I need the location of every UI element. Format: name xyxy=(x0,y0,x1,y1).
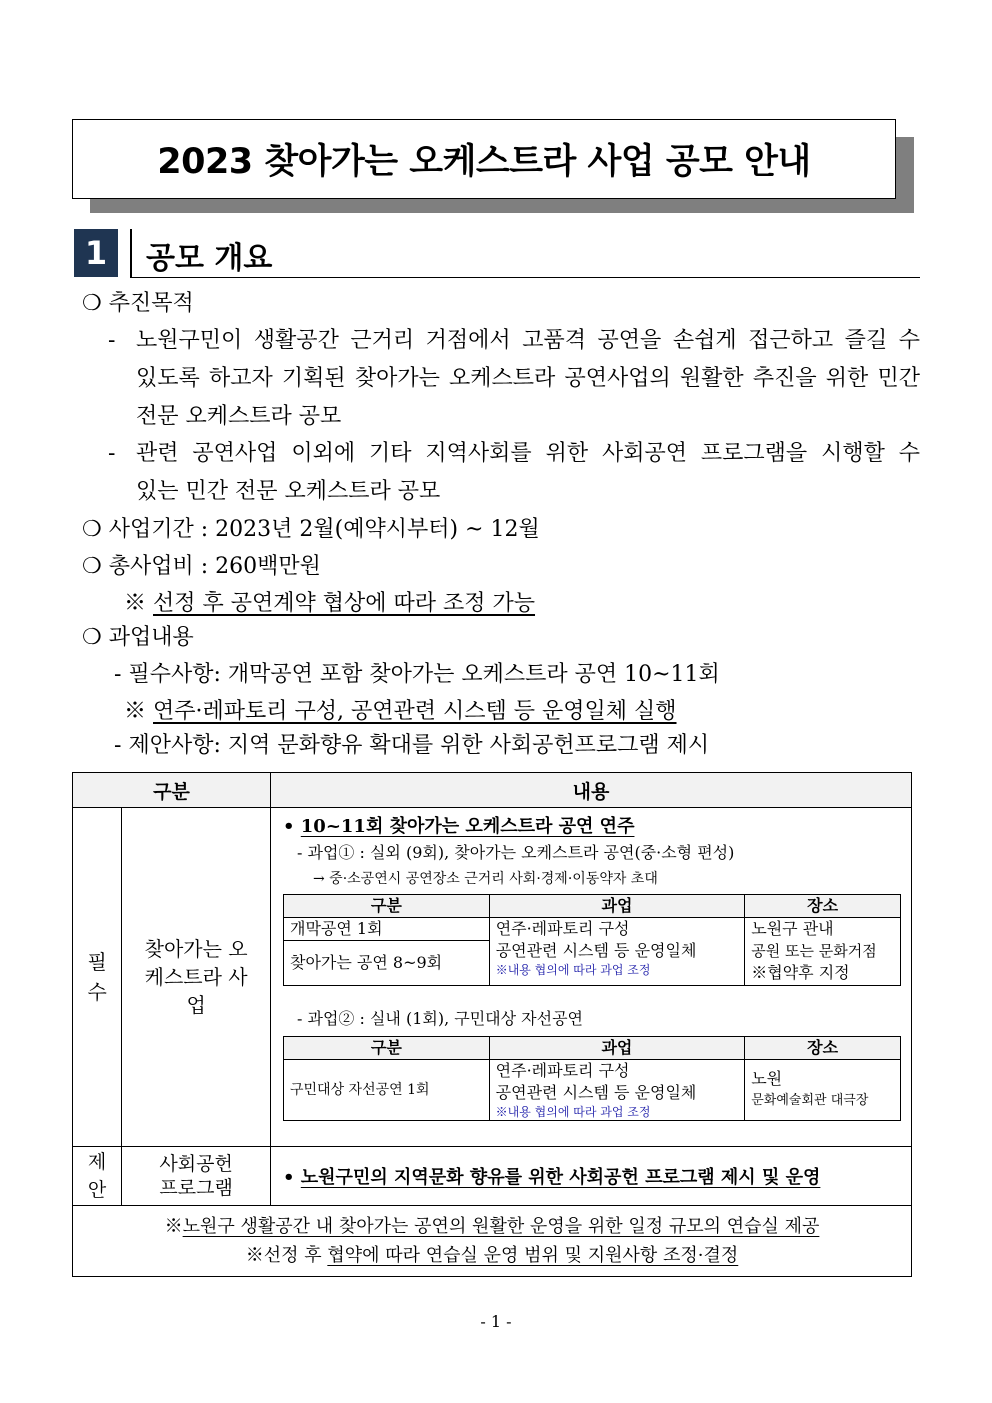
purpose-item1-line1: 노원구민이 생활공간 근거리 거점에서 고품격 공연을 손쉽게 접근하고 즐길 수 xyxy=(136,328,920,353)
tasks-required: - 필수사항: 개막공연 포함 찾아가는 오케스트라 공연 10~11회 xyxy=(114,662,720,687)
purpose-item1-line3: 전문 오케스트라 공모 xyxy=(136,404,342,429)
task2-table xyxy=(283,1036,901,1121)
section-title: 공모 개요 xyxy=(146,241,273,276)
overview-table xyxy=(72,772,912,1277)
inner1-header-cat: 구분 xyxy=(284,895,490,918)
inner1-header-task: 과업 xyxy=(489,895,745,918)
purpose-item2-line1: 관련 공연사업 이외에 기타 지역사회를 위한 사회공연 프로그램을 시행할 수 xyxy=(136,441,920,466)
tasks-required-note xyxy=(124,697,677,727)
program2-name: 사회공헌 프로그램 xyxy=(122,1147,271,1206)
table-header-content: 내용 xyxy=(271,773,912,808)
table-footer xyxy=(73,1206,912,1277)
budget-note xyxy=(124,589,535,619)
section-number: 1 xyxy=(74,229,118,277)
circle-bullet-icon: ❍ xyxy=(82,625,102,650)
purpose-label: 추진목적 xyxy=(108,291,194,316)
table-header-category: 구분 xyxy=(73,773,271,808)
program1-bullet-title: 10~11회 찾아가는 오케스트라 공연 연주 xyxy=(300,816,635,837)
inner2-header-cat: 구분 xyxy=(284,1037,490,1060)
tasks-required-note-text: 연주·레파토리 구성, 공연관련 시스템 등 운영일체 실행 xyxy=(153,699,677,724)
period-text: 사업기간 : 2023년 2월(예약시부터) ~ 12월 xyxy=(108,517,540,542)
inner2-task: 연주·레파토리 구성 공연관련 시스템 등 운영일체 ※내용 협의에 따라 과업 조정 xyxy=(489,1060,745,1121)
proposal-label: 제안 xyxy=(73,1147,122,1206)
circle-bullet-icon: ❍ xyxy=(82,517,102,542)
reference-mark-icon: ※ xyxy=(124,699,147,724)
period-line xyxy=(82,515,540,545)
circle-bullet-icon: ❍ xyxy=(82,554,102,579)
inner1-row1-cat: 개막공연 1회 xyxy=(284,918,490,941)
tasks-proposal-text: 제안사항: 지역 문화향유 확대를 위한 사회공헌프로그램 제시 xyxy=(128,733,710,758)
purpose-dash-2: - xyxy=(108,441,116,466)
title-box xyxy=(72,119,896,199)
program2-content: • 노원구민의 지역문화 향유를 위한 사회공헌 프로그램 제시 및 운영 xyxy=(271,1147,912,1206)
inner1-place: 노원구 관내 공원 또는 문화거점 ※협약후 지정 xyxy=(745,918,901,986)
page-title: 2023 찾아가는 오케스트라 사업 공모 안내 xyxy=(157,142,811,182)
program1-content xyxy=(271,808,912,1147)
budget-note-text: 선정 후 공연계약 협상에 따라 조정 가능 xyxy=(153,591,536,616)
inner2-cat: 구민대상 자선공연 1회 xyxy=(284,1060,490,1121)
task1-line: - 과업① : 실외 (9회), 찾아가는 오케스트라 공연(중·소형 편성) xyxy=(297,843,735,862)
circle-bullet-icon: ❍ xyxy=(82,291,102,316)
purpose-dash-1: - xyxy=(108,328,116,353)
inner1-task: 연주·레파토리 구성 공연관련 시스템 등 운영일체 ※내용 협의에 따라 과업 조정 xyxy=(489,918,745,986)
inner1-row2-cat: 찾아가는 공연 8~9회 xyxy=(284,941,490,986)
tasks-heading xyxy=(82,623,194,653)
inner2-header-place: 장소 xyxy=(745,1037,901,1060)
footer-line-1: ※노원구 생활공간 내 찾아가는 공연의 원활한 운영을 위한 일정 규모의 연습실 제공 xyxy=(164,1216,820,1237)
program1-name: 찾아가는 오케스트라 사업 xyxy=(122,808,271,1147)
purpose-item1-line2: 있도록 하고자 기획된 찾아가는 오케스트라 공연사업의 원활한 추진을 위한 민간 xyxy=(136,366,920,391)
section-divider xyxy=(130,229,132,277)
task1-table xyxy=(283,894,901,986)
inner2-place: 노원 문화예술회관 대극장 xyxy=(745,1060,901,1121)
purpose-heading xyxy=(82,289,194,319)
tasks-required-text: 필수사항: 개막공연 포함 찾아가는 오케스트라 공연 10~11회 xyxy=(128,662,720,687)
reference-mark-icon: ※ xyxy=(124,591,147,616)
task2-line: - 과업② : 실내 (1회), 구민대상 자선공연 xyxy=(297,1009,583,1028)
page-number: - 1 - xyxy=(480,1312,512,1331)
program1-bullet: • 10~11회 찾아가는 오케스트라 공연 연주 xyxy=(283,816,635,837)
inner1-header-place: 장소 xyxy=(745,895,901,918)
tasks-proposal: - 제안사항: 지역 문화향유 확대를 위한 사회공헌프로그램 제시 xyxy=(114,733,710,758)
purpose-item2-line2: 있는 민간 전문 오케스트라 공모 xyxy=(136,479,441,504)
inner2-header-task: 과업 xyxy=(489,1037,745,1060)
budget-text: 총사업비 : 260백만원 xyxy=(108,554,321,579)
section-underline xyxy=(130,277,920,278)
program2-content-text: 노원구민의 지역문화 향유를 위한 사회공헌 프로그램 제시 및 운영 xyxy=(300,1167,821,1188)
task1-subline: → 중·소공연시 공연장소 근거리 사회·경제·이동약자 초대 xyxy=(313,871,658,887)
footer-line-2: ※선정 후 협약에 따라 연습실 운영 범위 및 지원사항 조정·결정 xyxy=(245,1245,739,1266)
required-label: 필수 xyxy=(73,808,122,1147)
budget-line xyxy=(82,552,321,582)
tasks-label: 과업내용 xyxy=(108,625,194,650)
